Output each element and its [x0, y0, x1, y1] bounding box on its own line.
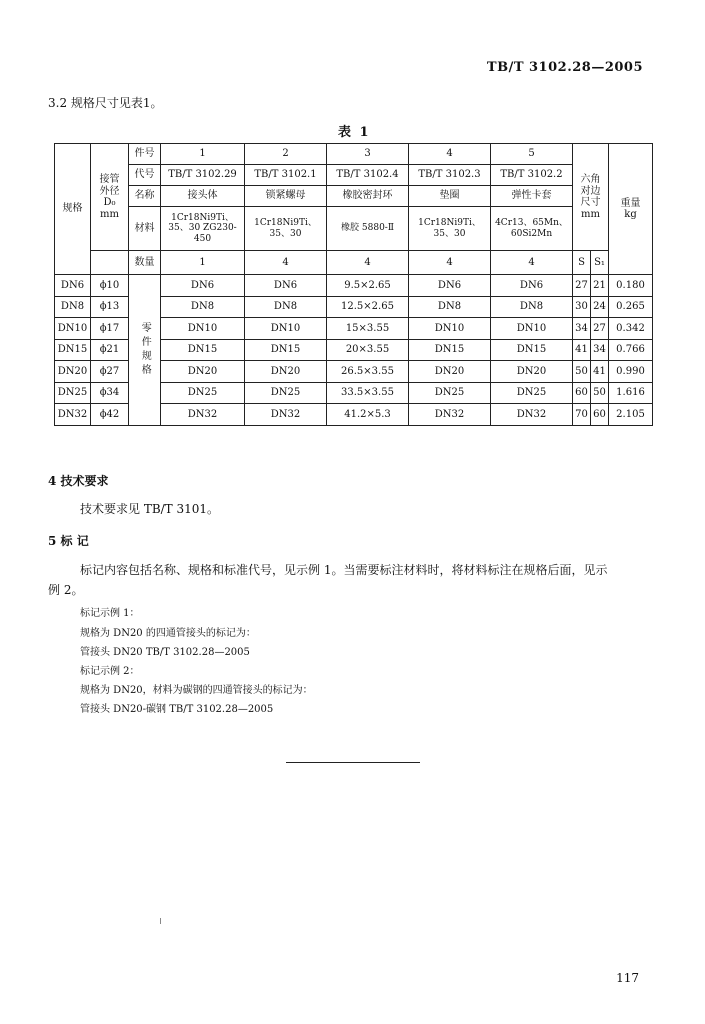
- scan-mark: [160, 918, 161, 924]
- cell-part-2: DN25: [245, 382, 327, 404]
- row-label-quantity: 数量: [129, 251, 161, 275]
- cell-part-1: DN8: [161, 296, 245, 318]
- cell-part-2: DN8: [245, 296, 327, 318]
- part-qty: 4: [409, 251, 491, 275]
- cell-spec: DN15: [55, 339, 91, 361]
- cell-part-5: DN25: [491, 382, 573, 404]
- part-no: 3: [327, 144, 409, 165]
- cell-hex-s: 70: [573, 404, 591, 426]
- part-no: 1: [161, 144, 245, 165]
- cell-hex-s1: 34: [591, 339, 609, 361]
- cell-outer-diameter: ϕ10: [91, 275, 129, 297]
- part-no: 5: [491, 144, 573, 165]
- cell-part-5: DN10: [491, 318, 573, 340]
- part-material: 橡胶 5880-Ⅱ: [327, 207, 409, 251]
- part-qty: 1: [161, 251, 245, 275]
- part-qty: 4: [245, 251, 327, 275]
- cell-part-3: 33.5×3.55: [327, 382, 409, 404]
- cell-outer-diameter: ϕ42: [91, 404, 129, 426]
- cell-outer-diameter: ϕ13: [91, 296, 129, 318]
- cell-weight: 1.616: [609, 382, 653, 404]
- cell-part-4: DN20: [409, 361, 491, 383]
- example-2-mark: 管接头 DN20-碳钢 TB/T 3102.28—2005: [80, 704, 274, 715]
- cell-part-5: DN20: [491, 361, 573, 383]
- part-spec-label: 零件规格: [129, 275, 161, 426]
- cell-hex-s: 41: [573, 339, 591, 361]
- table-caption: 表 1: [338, 125, 371, 140]
- header-hex-size: 六角 对边 尺寸 mm: [573, 144, 609, 251]
- cell-part-2: DN15: [245, 339, 327, 361]
- example-2-title: 标记示例 2：: [80, 666, 140, 677]
- cell-weight: 0.180: [609, 275, 653, 297]
- cell-spec: DN10: [55, 318, 91, 340]
- part-material: 1Cr18Ni9Ti、35、30: [245, 207, 327, 251]
- example-1-title: 标记示例 1：: [80, 608, 140, 619]
- cell-outer-diameter: ϕ17: [91, 318, 129, 340]
- cell-part-4: DN32: [409, 404, 491, 426]
- end-rule: [286, 762, 420, 763]
- cell-part-5: DN15: [491, 339, 573, 361]
- part-name: 弹性卡套: [491, 186, 573, 207]
- cell-spec: DN8: [55, 296, 91, 318]
- part-no: 2: [245, 144, 327, 165]
- cell-part-4: DN15: [409, 339, 491, 361]
- cell-spec: DN32: [55, 404, 91, 426]
- example-1-desc: 规格为 DN20 的四通管接头的标记为：: [80, 628, 256, 639]
- section-4-heading: 4 技术要求: [48, 474, 109, 488]
- cell-part-5: DN6: [491, 275, 573, 297]
- cell-hex-s: 30: [573, 296, 591, 318]
- header-outer-diameter: 接管 外径 D₀ mm: [91, 144, 129, 251]
- cell-hex-s: 60: [573, 382, 591, 404]
- cell-part-3: 41.2×5.3: [327, 404, 409, 426]
- cell-part-4: DN6: [409, 275, 491, 297]
- cell-part-1: DN20: [161, 361, 245, 383]
- cell-spec: DN25: [55, 382, 91, 404]
- cell-part-4: DN8: [409, 296, 491, 318]
- cell-part-2: DN32: [245, 404, 327, 426]
- header-spec: 规格: [55, 144, 91, 275]
- part-qty: 4: [327, 251, 409, 275]
- part-code: TB/T 3102.29: [161, 165, 245, 186]
- cell-part-1: DN25: [161, 382, 245, 404]
- cell-hex-s1: 41: [591, 361, 609, 383]
- cell-part-1: DN32: [161, 404, 245, 426]
- part-name: 锁紧螺母: [245, 186, 327, 207]
- part-code: TB/T 3102.4: [327, 165, 409, 186]
- part-name: 橡胶密封环: [327, 186, 409, 207]
- cell-part-3: 9.5×2.65: [327, 275, 409, 297]
- cell-part-2: DN20: [245, 361, 327, 383]
- cell-weight: 0.265: [609, 296, 653, 318]
- part-no: 4: [409, 144, 491, 165]
- cell-outer-diameter: ϕ27: [91, 361, 129, 383]
- example-2-desc: 规格为 DN20，材料为碳钢的四通管接头的标记为：: [80, 685, 313, 696]
- cell-part-3: 15×3.55: [327, 318, 409, 340]
- header-weight: 重量 kg: [609, 144, 653, 275]
- part-code: TB/T 3102.1: [245, 165, 327, 186]
- section-5-para-line1: 标记内容包括名称、规格和标准代号，见示例 1。当需要标注材料时，将材料标注在规格后面，见示: [80, 563, 608, 577]
- cell-weight: 0.766: [609, 339, 653, 361]
- row-label-material: 材料: [129, 207, 161, 251]
- header-hex-s1: S₁: [591, 251, 609, 275]
- cell-part-4: DN10: [409, 318, 491, 340]
- cell-weight: 0.990: [609, 361, 653, 383]
- cell-part-1: DN10: [161, 318, 245, 340]
- cell-part-3: 20×3.55: [327, 339, 409, 361]
- cell-outer-diameter: ϕ34: [91, 382, 129, 404]
- header-hex-s: S: [573, 251, 591, 275]
- section-4-text: 技术要求见 TB/T 3101。: [80, 502, 220, 516]
- page-number: 117: [616, 971, 639, 985]
- cell-hex-s1: 50: [591, 382, 609, 404]
- part-material: 1Cr18Ni9Ti、35、30 ZG230-450: [161, 207, 245, 251]
- cell-part-5: DN8: [491, 296, 573, 318]
- part-code: TB/T 3102.2: [491, 165, 573, 186]
- cell-part-1: DN15: [161, 339, 245, 361]
- spec-table: [54, 143, 653, 426]
- example-1-mark: 管接头 DN20 TB/T 3102.28—2005: [80, 647, 250, 658]
- section-5-para-line2: 例 2。: [48, 583, 84, 597]
- section-5-heading: 5 标 记: [48, 534, 89, 548]
- cell-hex-s: 27: [573, 275, 591, 297]
- cell-part-5: DN32: [491, 404, 573, 426]
- cell-hex-s: 50: [573, 361, 591, 383]
- cell-part-3: 26.5×3.55: [327, 361, 409, 383]
- cell-part-2: DN10: [245, 318, 327, 340]
- document-code: TB/T 3102.28—2005: [486, 60, 643, 75]
- part-name: 接头体: [161, 186, 245, 207]
- part-name: 垫圈: [409, 186, 491, 207]
- table-row: [55, 275, 653, 297]
- cell-part-1: DN6: [161, 275, 245, 297]
- part-material: 4Cr13、65Mn、60Si2Mn: [491, 207, 573, 251]
- cell-hex-s1: 60: [591, 404, 609, 426]
- row-label-name: 名称: [129, 186, 161, 207]
- cell-weight: 0.342: [609, 318, 653, 340]
- cell-weight: 2.105: [609, 404, 653, 426]
- cell-outer-diameter: ϕ21: [91, 339, 129, 361]
- row-label-part-no: 件号: [129, 144, 161, 165]
- part-qty: 4: [491, 251, 573, 275]
- cell-hex-s1: 21: [591, 275, 609, 297]
- cell-spec: DN6: [55, 275, 91, 297]
- cell-spec: DN20: [55, 361, 91, 383]
- section-3-2-text: 3.2 规格尺寸见表1。: [48, 96, 163, 110]
- cell-part-2: DN6: [245, 275, 327, 297]
- part-material: 1Cr18Ni9Ti、35、30: [409, 207, 491, 251]
- row-label-code: 代号: [129, 165, 161, 186]
- part-code: TB/T 3102.3: [409, 165, 491, 186]
- cell-hex-s: 34: [573, 318, 591, 340]
- cell-part-3: 12.5×2.65: [327, 296, 409, 318]
- cell-part-4: DN25: [409, 382, 491, 404]
- cell-hex-s1: 24: [591, 296, 609, 318]
- cell-hex-s1: 27: [591, 318, 609, 340]
